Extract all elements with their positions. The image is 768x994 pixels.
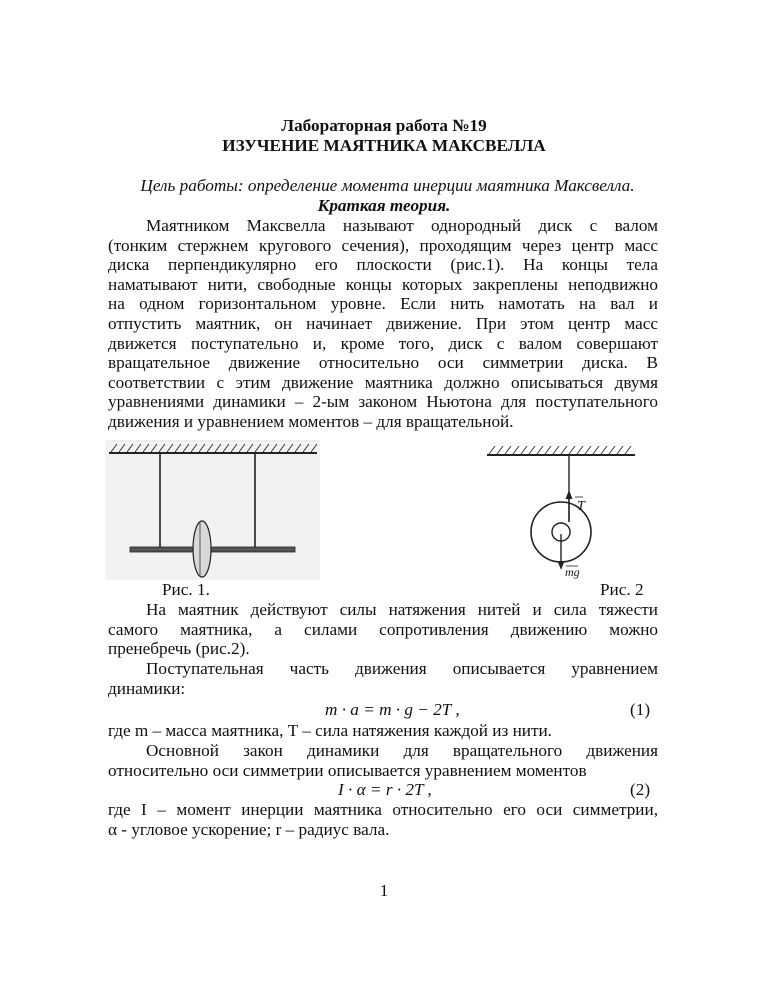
equation-2: I · α = r · 2T ,: [338, 780, 432, 799]
text-line: (тонким стержнем кругового сечения), проходящим через центр масс: [108, 235, 658, 255]
text-line: Основной закон динамики для вращательного движения: [146, 741, 658, 760]
tension-arrowhead: [566, 490, 573, 499]
text-line: движения и уравнением моментов – для вращательной.: [108, 411, 514, 431]
figure-1-caption: Рис. 1.: [162, 580, 210, 599]
equation-2-number: (2): [630, 780, 651, 799]
figure-1-maxwell-pendulum: [105, 440, 320, 580]
equation-1-number: (1): [630, 700, 651, 719]
text-line: На маятник действуют силы натяжения нитей и сила тяжести: [146, 600, 658, 619]
text-line: пренебречь (рис.2).: [108, 639, 250, 659]
where-2-paragraph: [108, 800, 658, 839]
tension-label: T: [577, 499, 585, 514]
figure-1-background: [105, 440, 320, 580]
axle-shaft: [130, 547, 295, 552]
text-line: где I – момент инерции маятника относительно его оси симметрии,: [108, 800, 658, 819]
equation-1: m · a = m · g − 2T ,: [325, 700, 460, 719]
text-line: отпустить маятник, он начинает движение. При этом центр масс: [108, 313, 658, 333]
figure-2-forces-diagram: [485, 442, 640, 580]
text-line: относительно оси симметрии описывается уравнением моментов: [108, 760, 587, 780]
text-line: на одном горизонтальном уровне. Если нить намотать на вал и: [108, 294, 658, 314]
text-line: уравнениями динамики – 2-ым законом Ньютона для поступательного: [108, 392, 658, 412]
text-line: соответствии с этим движение маятника должно описываться двумя: [108, 372, 658, 392]
translational-paragraph: [108, 659, 658, 698]
text-line: движется поступательно и, кроме того, диск с валом совершают: [108, 333, 658, 353]
goal-statement: Цель работы: определение момента инерции маятника Максвелла.: [140, 176, 635, 195]
text-line: Маятником Максвелла называют однородный диск с валом: [146, 216, 658, 235]
text-line: динамики:: [108, 678, 186, 698]
theory-paragraph: [108, 216, 658, 432]
figure-2-caption: Рис. 2: [600, 580, 644, 599]
text-line: вращательное движение относительно оси симметрии диска. В: [108, 353, 658, 373]
forces-paragraph: [108, 600, 658, 659]
lab-title-heading: ИЗУЧЕНИЕ МАЯТНИКА МАКСВЕЛЛА: [222, 136, 546, 155]
gravity-label: mg: [565, 565, 580, 579]
rotational-paragraph: [108, 741, 658, 780]
text-line: α - угловое ускорение; r – радиус вала.: [108, 819, 390, 839]
text-line: где m – масса маятника, T – сила натяжения каждой из нити.: [108, 721, 552, 740]
lab-number-heading: Лабораторная работа №19: [281, 116, 487, 135]
page-number: 1: [379, 881, 389, 900]
ceiling-hatching: [489, 446, 631, 454]
gravity-arrowhead: [558, 561, 565, 570]
where-1-paragraph: [108, 721, 658, 741]
text-line: диска перпендикулярно его плоскости (рис.1). На концы тела: [108, 255, 658, 275]
pendulum-disk: [193, 521, 211, 577]
text-line: Поступательная часть движения описывается уравнением: [146, 659, 658, 678]
text-line: самого маятника, а силами сопротивления движению можно: [108, 619, 658, 639]
theory-heading: Краткая теория.: [317, 196, 451, 215]
text-line: наматывают нити, свободные концы которых закреплены неподвижно: [108, 274, 658, 294]
